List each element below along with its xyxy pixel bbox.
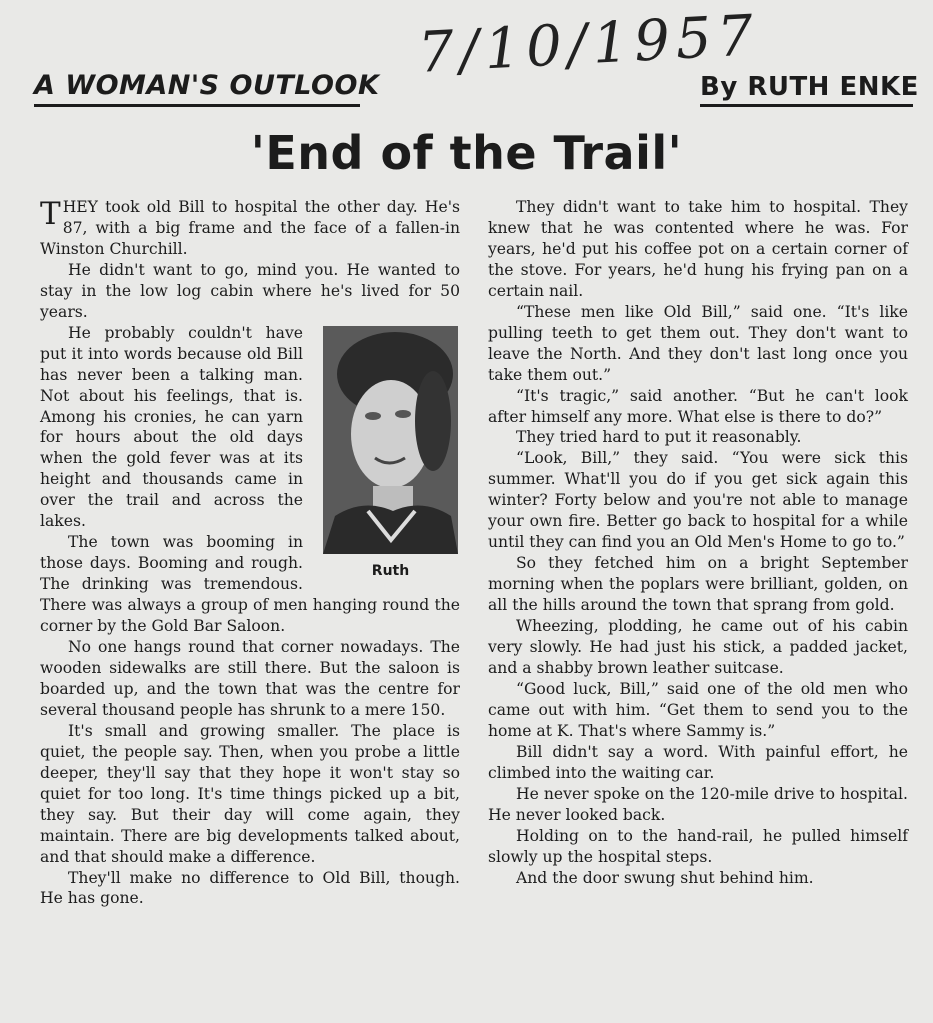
right-column [488,197,908,888]
left-column [40,197,460,909]
byline-underline [700,104,913,107]
column-name-underline [34,104,360,107]
paragraph: Holding on to the hand-rail, he pulled himself slowly up the hospital steps. [488,826,908,866]
paragraph: Bill didn't say a word. With painful effort, he climbed into the waiting car. [488,742,908,782]
author-photo-block [323,326,458,582]
paragraph: He probably couldn't have put it into words because old Bill has never been a talking man. Not about his feelings, that is. Among his cronies, he can yarn for hours about the old days when the gold fever was at its height and thousands came in over the trail and across the lakes. [40,323,303,531]
paragraph: Wheezing, plodding, he came out of his cabin very slowly. He had just his stick, a padded jacket, and a shabby brown leather suitcase. [488,617,908,677]
paragraph: “Good luck, Bill,” said one of the old men who came out with him. “Get them to send you to the home at K. That's where Sammy is.” [488,679,908,740]
paragraph [40,197,460,260]
author-photo [323,326,458,554]
paragraph: The town was booming in those days. Booming and rough. The drinking was tremendous. There was always a group of men hanging round the corner by the Gold Bar Saloon. [40,533,460,636]
byline: By RUTH ENKE [700,72,919,102]
paragraph: So they fetched him on a bright September morning when the poplars were brilliant, golden, on all the hills around the town that sprang from gold. [488,554,908,615]
photo-caption: Ruth [371,562,410,579]
drop-cap: T [40,196,61,232]
paragraph: And the door swung shut behind him. [516,868,814,887]
paragraph: He didn't want to go, mind you. He wanted to stay in the low log cabin where he's lived for 50 years. [40,260,460,321]
paragraph: He never spoke on the 120-mile drive to hospital. He never looked back. [488,784,908,824]
paragraph: “Look, Bill,” they said. “You were sick this summer. What'll you do if you get sick again this winter? Forty below and you're not able to manage your own fire. Better go back to hospital for a while until they can find you an Old Men's Home to go to.” [488,449,908,552]
column-name: A WOMAN'S OUTLOOK [34,70,380,101]
paragraph: “These men like Old Bill,” said one. “It's like pulling teeth to get them out. They don't want to leave the North. And they don't last long once you take them out.” [488,302,908,384]
article-title: 'End of the Trail' [250,126,683,180]
paragraph: They'll make no difference to Old Bill, though. He has gone. [40,868,460,908]
paragraph-text: HEY took old Bill to hospital the other day. He's 87, with a big frame and the face of a fallen-in Winston Churchill. [40,198,460,258]
paragraph: It's small and growing smaller. The place is quiet, the people say. Then, when you probe a little deeper, they'll say that they hope it won't stay so quiet for too long. It's time things picked up a bit, they say. But their day will come again, they maintain. There are big developments talked about, and that should make a difference. [40,721,460,866]
paragraph: No one hangs round that corner nowadays. The wooden sidewalks are still there. But the saloon is boarded up, and the town that was the centre for several thousand people has shrunk to a mere 150. [40,638,460,719]
paragraph: They didn't want to take him to hospital. They knew that he was contented where he was. For years, he'd put his coffee pot on a certain corner of the stove. For years, he'd hung his frying pan on a certain nail. [488,198,908,300]
handwritten-date: 7/10/1957 [416,3,761,86]
paragraph: “It's tragic,” said another. “But he can't look after himself any more. What else is there to do?” [488,386,908,426]
paragraph: They tried hard to put it reasonably. [516,428,802,447]
